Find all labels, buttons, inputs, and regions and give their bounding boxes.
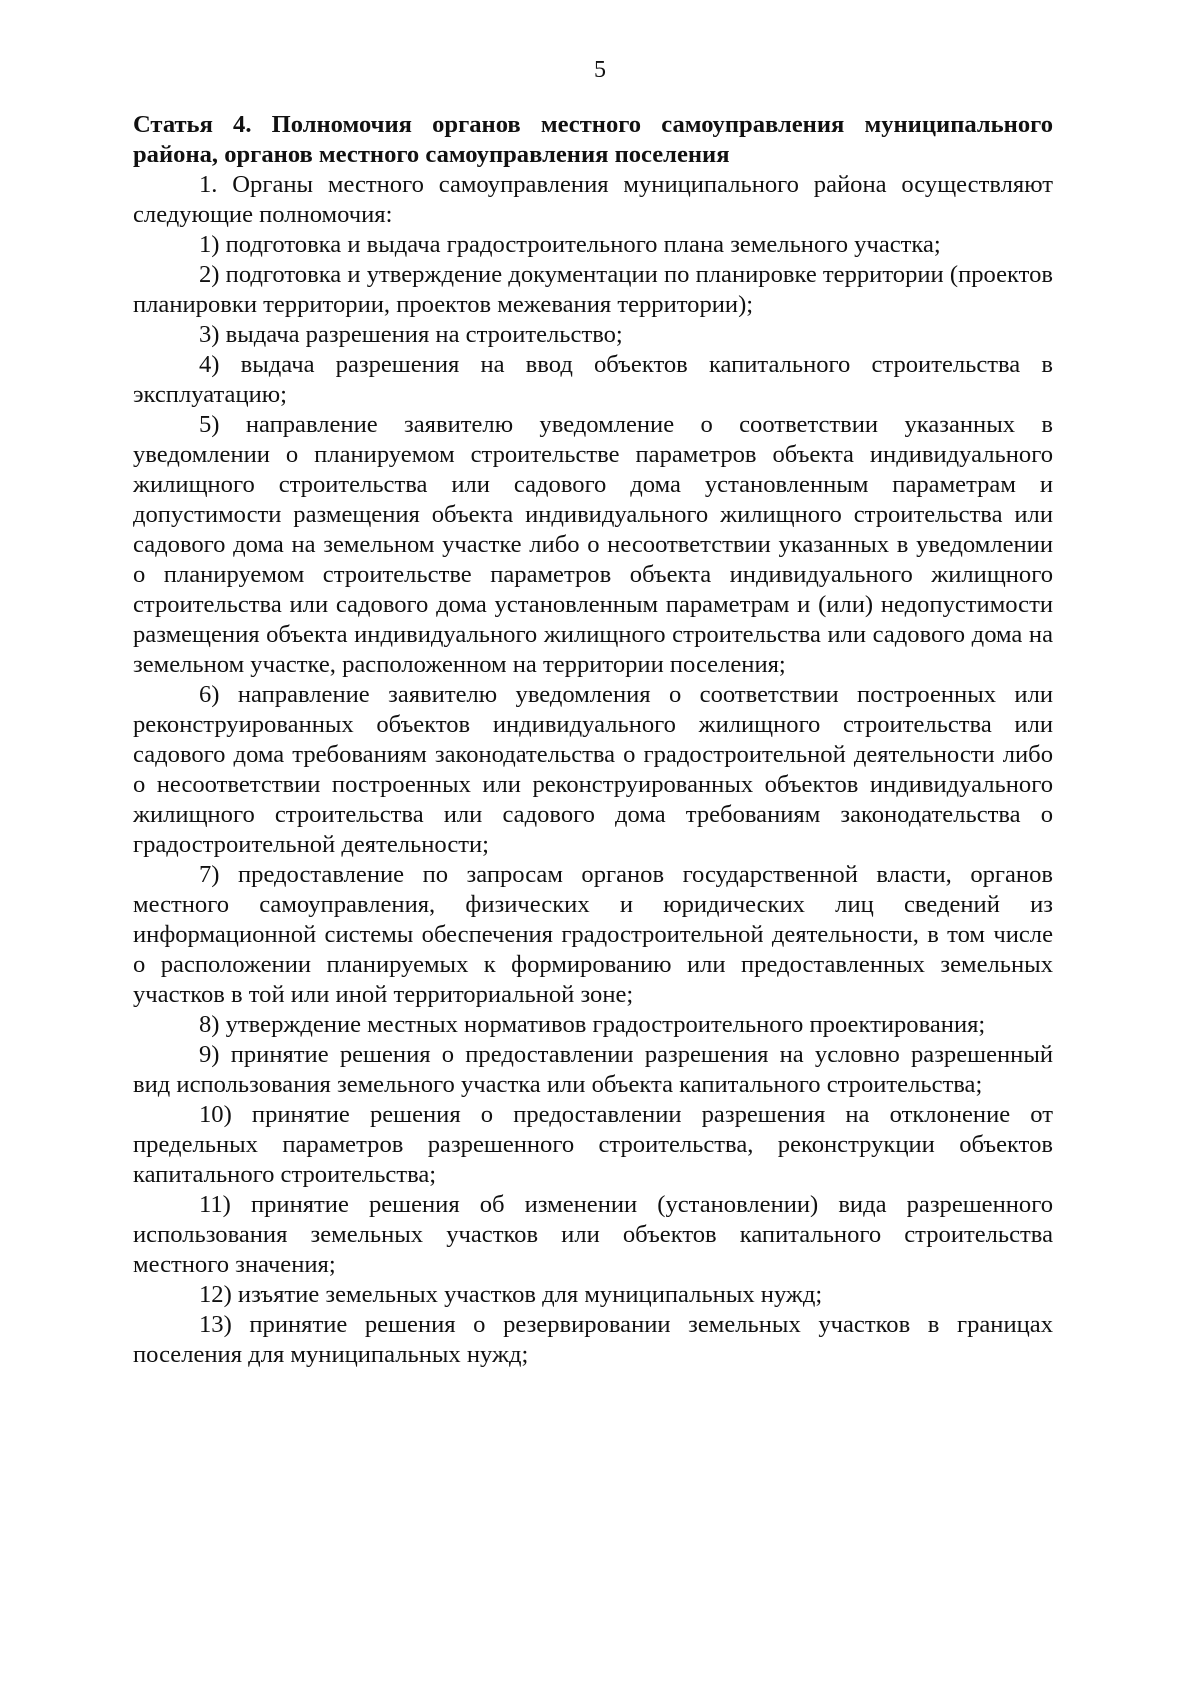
paragraph-item-7: 7) предоставление по запросам органов государственной власти, органов местного самоуправления, физических и юридических лиц сведений из информационной системы обеспечения градостроительной деятельности, в том числе о расположении планируемых к формированию или предоставленных земельных участков в той или иной территориальной зоне; (133, 861, 1053, 1008)
paragraph-item-3: 3) выдача разрешения на строительство; (199, 321, 623, 348)
paragraph-item-8: 8) утверждение местных нормативов градостроительного проектирования; (199, 1011, 986, 1038)
paragraph-intro: 1. Органы местного самоуправления муниципального района осуществляют следующие полномочия: (133, 171, 1053, 228)
paragraph-item-13: 13) принятие решения о резервировании земельных участков в границах поселения для муниципальных нужд; (133, 1311, 1053, 1368)
paragraph-item-4: 4) выдача разрешения на ввод объектов капитального строительства в эксплуатацию; (133, 351, 1053, 408)
document-body (133, 110, 1053, 1370)
article-heading: Статья 4. Полномочия органов местного самоуправления муниципального района, органов местного самоуправления поселения (133, 111, 1053, 168)
paragraph-item-5: 5) направление заявителю уведомление о соответствии указанных в уведомлении о планируемом строительстве параметров объекта индивидуального жилищного строительства или садового дома установленным параметрам и допустимости размещения объекта индивидуального жилищного строительства или садового дома на земельном участке либо о несоответствии указанных в уведомлении о планируемом строительстве параметров объекта индивидуального жилищного строительства или садового дома установленным параметрам и (или) недопустимости размещения объекта индивидуального жилищного строительства или садового дома на земельном участке, расположенном на территории поселения; (133, 411, 1053, 678)
paragraph-item-11: 11) принятие решения об изменении (установлении) вида разрешенного использования земельных участков или объектов капитального строительства местного значения; (133, 1191, 1053, 1278)
paragraph-item-12: 12) изъятие земельных участков для муниципальных нужд; (199, 1281, 823, 1308)
paragraph-item-1: 1) подготовка и выдача градостроительного плана земельного участка; (199, 231, 941, 258)
paragraph-item-6: 6) направление заявителю уведомления о соответствии построенных или реконструированных объектов индивидуального жилищного строительства или садового дома требованиям законодательства о градостроительной деятельности либо о несоответствии построенных или реконструированных объектов индивидуального жилищного строительства или садового дома требованиям законодательства о градостроительной деятельности; (133, 681, 1053, 858)
paragraph-item-9: 9) принятие решения о предоставлении разрешения на условно разрешенный вид использования земельного участка или объекта капитального строительства; (133, 1041, 1053, 1098)
paragraph-item-10: 10) принятие решения о предоставлении разрешения на отклонение от предельных параметров разрешенного строительства, реконструкции объектов капитального строительства; (133, 1101, 1053, 1188)
page-number: 5 (594, 57, 606, 83)
paragraph-item-2: 2) подготовка и утверждение документации по планировке территории (проектов планировки территории, проектов межевания территории); (133, 261, 1053, 318)
